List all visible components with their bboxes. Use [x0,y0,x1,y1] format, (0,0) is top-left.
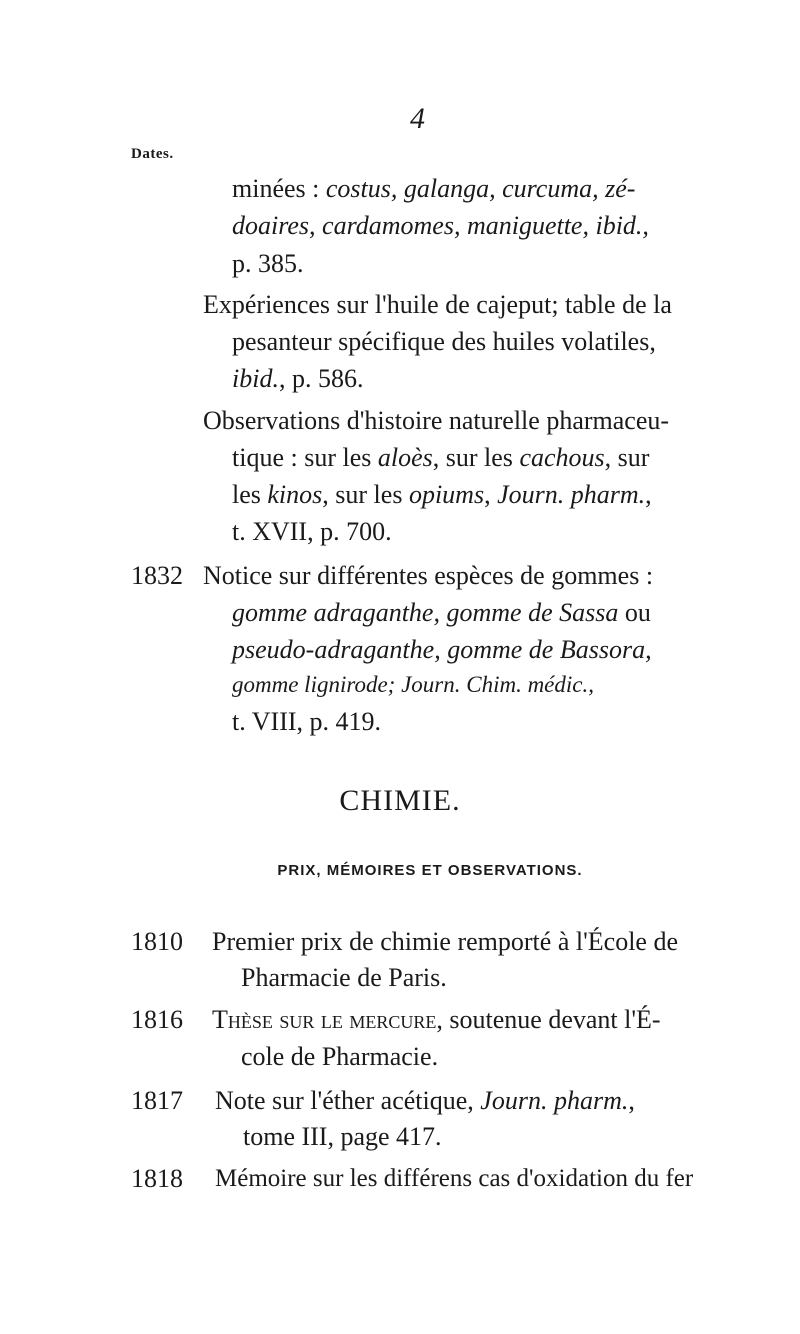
entry-line [232,366,363,392]
entry-year: 1817 [131,1086,183,1115]
entry-text: Note sur l'éther acétique, [215,1086,481,1115]
entry-text-italic: kinos [267,480,323,509]
entry-line [232,637,652,663]
entry-year: 1832 [131,561,183,590]
entry-text: , [645,480,652,509]
entry-line: Pharmacie de Paris. [241,963,447,992]
entry-line [232,445,649,471]
entry-line [232,673,594,696]
entry-year: 1810 [131,927,183,956]
entry-text: , [484,480,498,509]
entry-text: , soutenue devant l'É- [436,1005,661,1034]
entry-text: , sur [604,443,650,472]
entry-text: ou [618,598,651,627]
entry-text-italic: costus, galanga, curcuma, zé- [325,174,636,203]
dates-label: Dates. [131,146,174,162]
entry-text-italic: Journ. pharm. [497,480,646,509]
entry-line: tome III, page 417. [243,1122,442,1151]
entry-line: p. 385. [232,249,304,278]
entry-line [215,1088,635,1114]
entry-text-italic: aloès [377,443,433,472]
entry-text-italic: cachous [519,443,605,472]
entry-line [232,600,651,626]
entry-text-italic: gomme adraganthe, gomme de Sassa [232,598,619,627]
subsection-title: PRIX, MÉMOIRES ET OBSERVATIONS. [277,862,583,879]
entry-line: Observations d'histoire naturelle pharmaceu- [203,406,670,435]
entry-line [212,1007,661,1033]
entry-line [232,176,635,202]
entry-line: cole de Pharmacie. [241,1042,439,1071]
entry-line [232,482,652,508]
entry-text: tique : sur les [232,443,378,472]
entry-line: Expériences sur l'huile de cajeput; table de la [203,290,672,319]
entry-line: t. XVII, p. 700. [232,517,392,546]
entry-text: , p. 586. [278,364,364,393]
entry-text-italic: opiums [408,480,485,509]
entry-line [232,213,649,239]
entry-line: t. VIII, p. 419. [232,707,382,736]
entry-text: les [232,480,268,509]
entry-text-italic: pseudo-adraganthe, gomme de Bassora, [232,635,652,664]
entry-text: , [628,1086,635,1115]
entry-line: Notice sur différentes espèces de gommes : [203,561,654,590]
entry-line: Premier prix de chimie remporté à l'École de [212,927,678,956]
entry-text-italic: doaires, cardamomes, maniguette, ibid., [232,211,649,240]
entry-line: pesanteur spécifique des huiles volatiles, [232,327,656,356]
page-number: 4 [410,102,425,135]
entry-year: 1816 [131,1005,183,1034]
entry-text: minées : [232,174,326,203]
section-title: CHIMIE. [339,784,461,817]
entry-text-small-caps: Thèse sur le mercure [212,1005,437,1034]
entry-text-italic: ibid. [232,364,279,393]
entry-line: Mémoire sur les différens cas d'oxidation du fer [215,1165,694,1192]
entry-year: 1818 [131,1164,183,1193]
entry-text-italic: gomme lignirode; Journ. Chim. médic., [232,672,594,697]
entry-text-italic: Journ. pharm. [480,1086,629,1115]
entry-text: , sur les [432,443,520,472]
entry-text: , sur les [322,480,409,509]
